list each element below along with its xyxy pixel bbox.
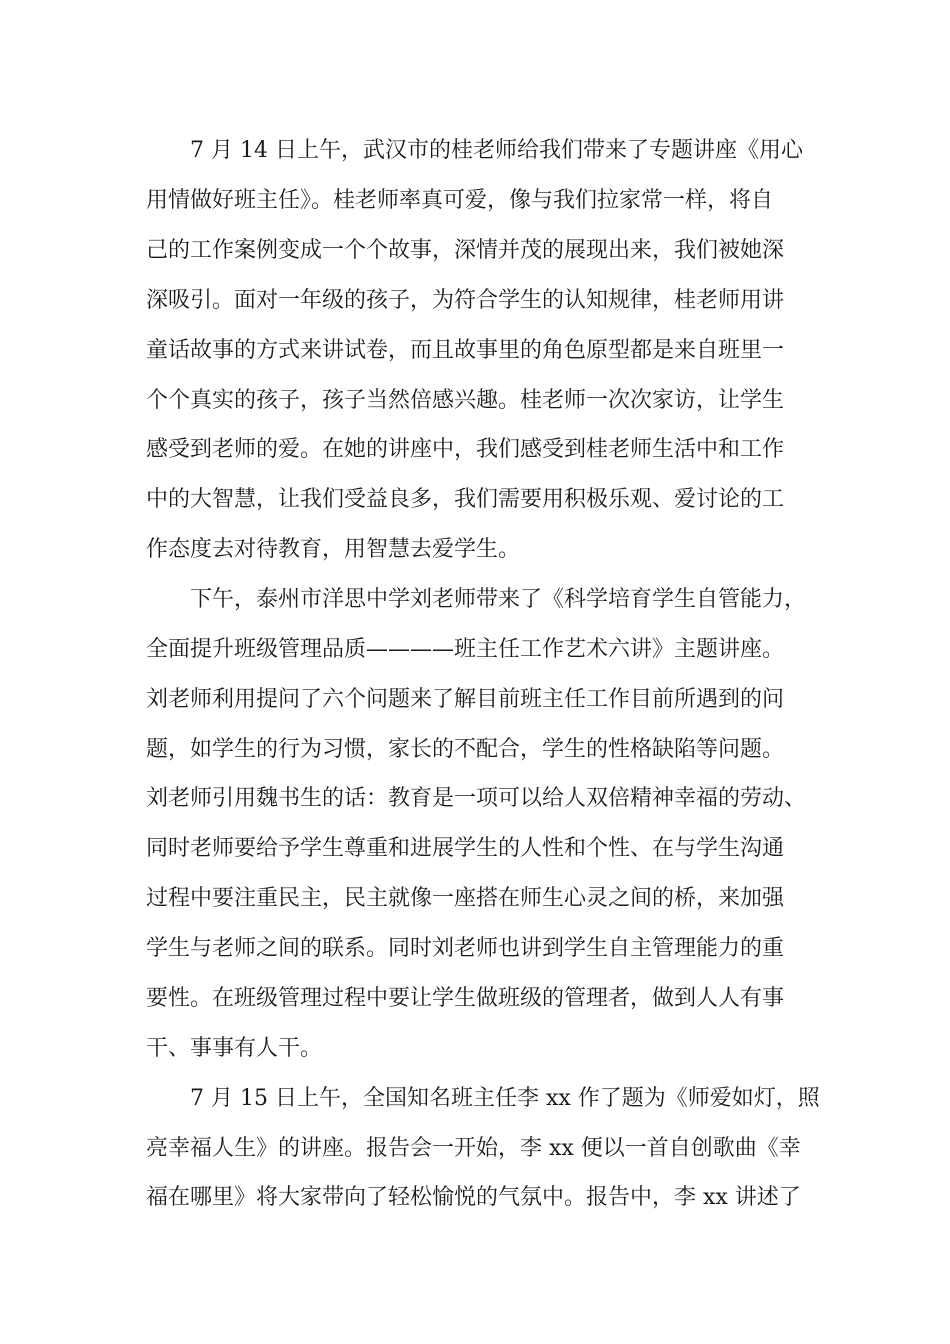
paragraph-1-line-6: 个个真实的孩子，孩子当然倍感兴趣。桂老师一次次家访，让学生 — [146, 388, 785, 413]
paragraph-3-line-3: 福在哪里》将大家带向了轻松愉悦的气氛中。报告中，李 xx 讲述了 — [146, 1185, 801, 1210]
paragraph-1-line-1: 7 月 14 日上午，武汉市的桂老师给我们带来了专题讲座《用心 — [190, 138, 803, 163]
paragraph-1-line-4: 深吸引。面对一年级的孩子，为符合学生的认知规律，桂老师用讲 — [146, 288, 785, 313]
paragraph-2-line-3: 刘老师利用提问了六个问题来了解目前班主任工作目前所遇到的问 — [146, 687, 785, 712]
paragraph-2-line-2: 全面提升班级管理品质————班主任工作艺术六讲》主题讲座。 — [146, 637, 785, 662]
paragraph-2-line-5: 刘老师引用魏书生的话：教育是一项可以给人双倍精神幸福的劳动、 — [146, 786, 807, 811]
paragraph-1-line-2: 用情做好班主任》。桂老师率真可爱，像与我们拉家常一样，将自 — [146, 188, 774, 213]
paragraph-2-line-1: 下午，泰州市洋思中学刘老师带来了《科学培育学生自管能力， — [190, 587, 807, 612]
paragraph-1-line-3: 己的工作案例变成一个个故事，深情并茂的展现出来，我们被她深 — [146, 238, 785, 263]
paragraph-2-line-6: 同时老师要给予学生尊重和进展学生的人性和个性、在与学生沟通 — [146, 836, 785, 861]
paragraph-3-line-2: 亮幸福人生》的讲座。报告会一开始，李 xx 便以一首自创歌曲《幸 — [146, 1136, 801, 1161]
paragraph-2-line-4: 题，如学生的行为习惯，家长的不配合，学生的性格缺陷等问题。 — [146, 737, 785, 762]
paragraph-1-line-7: 感受到老师的爱。在她的讲座中，我们感受到桂老师生活中和工作 — [146, 437, 785, 462]
paragraph-2-line-7: 过程中要注重民主，民主就像一座搭在师生心灵之间的桥，来加强 — [146, 886, 785, 911]
paragraph-1-line-8: 中的大智慧，让我们受益良多，我们需要用积极乐观、爱讨论的工 — [146, 487, 785, 512]
paragraph-2-line-10: 干、事事有人干。 — [146, 1036, 323, 1061]
paragraph-3-line-1: 7 月 15 日上午，全国知名班主任李 xx 作了题为《师爱如灯，照 — [190, 1086, 820, 1111]
paragraph-2-line-9: 要性。在班级管理过程中要让学生做班级的管理者，做到人人有事 — [146, 986, 785, 1011]
paragraph-2-line-8: 学生与老师之间的联系。同时刘老师也讲到学生自主管理能力的重 — [146, 936, 785, 961]
paragraph-1-line-9: 作态度去对待教育，用智慧去爱学生。 — [146, 537, 521, 562]
paragraph-1-line-5: 童话故事的方式来讲试卷，而且故事里的角色原型都是来自班里一 — [146, 338, 785, 363]
